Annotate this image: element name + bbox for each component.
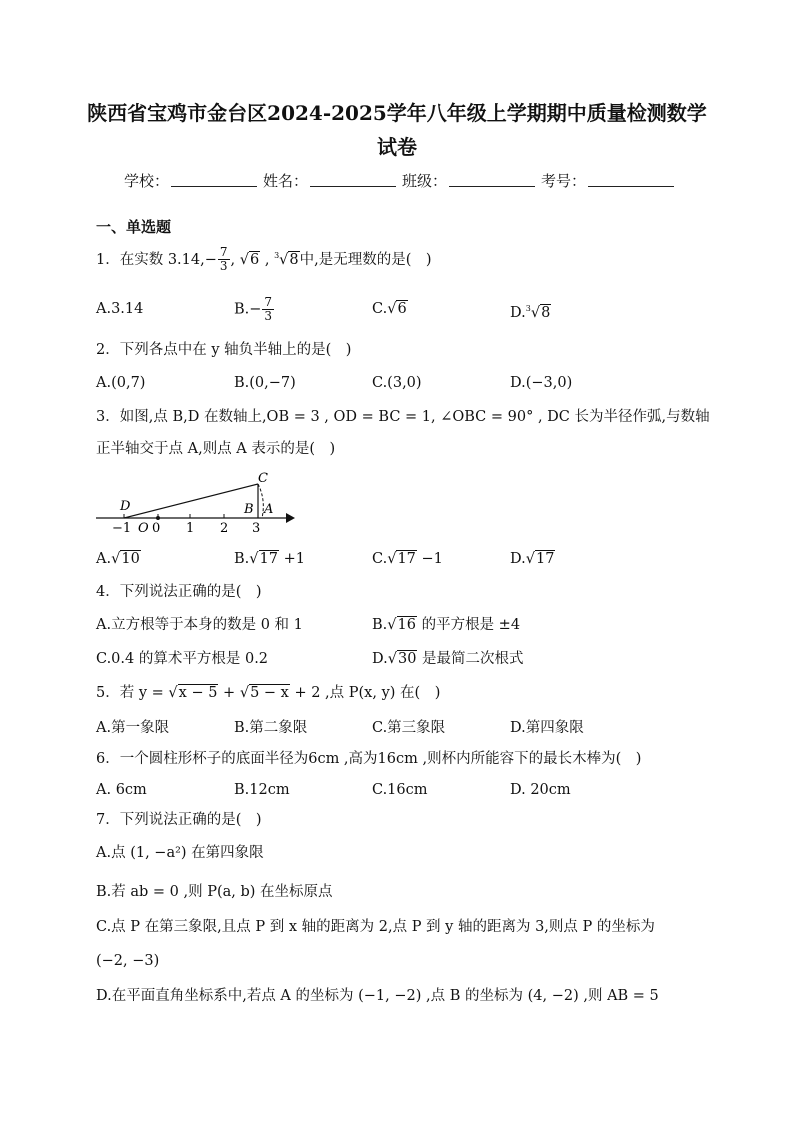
label-o: O — [138, 521, 149, 536]
q6-option-d[interactable]: D. 20cm — [510, 782, 571, 798]
label-d: D — [120, 499, 131, 514]
q6-option-a[interactable]: A. 6cm — [96, 782, 147, 798]
q1-option-d[interactable]: D.$^3$√8 — [510, 304, 551, 321]
q1-fraction: $\frac{7}{3}$ — [219, 245, 228, 274]
q6-option-c[interactable]: C.16cm — [372, 782, 428, 798]
section-heading: 一、单选题 — [96, 218, 172, 236]
q4-option-b[interactable]: B.√16 的平方根是 ±4 — [372, 617, 521, 633]
student-info-row — [124, 170, 680, 191]
q1-stem: 1．在实数 3.14,− $\frac{7}{3}$ , √6 , $^3$√8中,是无理数的是( ) — [96, 245, 432, 274]
number-blank[interactable] — [588, 170, 674, 187]
q5-option-c[interactable]: C.第三象限 — [372, 720, 446, 736]
q5-option-a[interactable]: A.第一象限 — [96, 720, 170, 736]
q6-option-b[interactable]: B.12cm — [234, 782, 290, 798]
q2-option-b[interactable]: B.(0,−7) — [234, 375, 296, 391]
q4-option-c[interactable]: C.0.4 的算术平方根是 0.2 — [96, 651, 269, 667]
arc-ca — [258, 484, 263, 518]
school-blank[interactable] — [171, 170, 257, 187]
axis-arrow — [286, 513, 295, 523]
q5-option-d[interactable]: D.第四象限 — [510, 720, 584, 736]
number-label: 考号： — [541, 172, 587, 190]
tick-label-neg1: −1 — [112, 521, 132, 536]
class-blank[interactable] — [449, 170, 535, 187]
exam-title-line2: 试卷 — [377, 135, 417, 159]
q3-option-d[interactable]: D.√17 — [510, 551, 555, 567]
q3-stem-line1: 3．如图,点 B,D 在数轴上,OB = 3 , OD = BC = 1, ∠OBC = 90° , DC 长为半径作弧,与数轴 — [96, 409, 710, 425]
tick-label-0: 0 — [152, 521, 161, 536]
tick-label-3: 3 — [252, 521, 261, 536]
q2-option-d[interactable]: D.(−3,0) — [510, 375, 573, 391]
school-label: 学校： — [124, 172, 170, 190]
q1-option-a[interactable]: A.3.14 — [96, 301, 144, 317]
point-o — [156, 516, 160, 520]
q1-option-c[interactable]: C.√6 — [372, 301, 407, 317]
q2-option-a[interactable]: A.(0,7) — [96, 375, 146, 391]
tick-label-2: 2 — [220, 521, 229, 536]
q1-stem-b: 中,是无理数的是( ) — [299, 251, 432, 268]
q5-option-b[interactable]: B.第二象限 — [234, 720, 308, 736]
exam-title-line1: 陕西省宝鸡市金台区2024-2025学年八年级上学期期中质量检测数学 — [87, 101, 707, 125]
label-b: B — [244, 502, 254, 517]
q1-option-b[interactable]: B.− $\frac{7}{3}$ — [234, 295, 273, 323]
q3-number-line-figure — [90, 468, 300, 536]
label-c: C — [258, 471, 268, 486]
q3-option-c[interactable]: C.√17 −1 — [372, 551, 443, 567]
q7-option-a[interactable]: A.点 (1, −a²) 在第四象限 — [96, 845, 264, 861]
q4-option-a[interactable]: A.立方根等于本身的数是 0 和 1 — [96, 617, 303, 633]
hypotenuse-dc — [124, 484, 258, 518]
q7-option-c-line2[interactable]: (−2, −3) — [96, 953, 160, 969]
q3-option-b[interactable]: B.√17 +1 — [234, 551, 305, 567]
q1-stem-a: 1．在实数 3.14, — [96, 251, 205, 268]
q6-stem: 6．一个圆柱形杯子的底面半径为6cm ,高为16cm ,则杯内所能容下的最长木棒为( ) — [96, 751, 642, 767]
q4-option-d[interactable]: D.√30 是最简二次根式 — [372, 651, 524, 667]
q3-option-a[interactable]: A.√10 — [96, 551, 140, 567]
name-label: 姓名： — [263, 172, 309, 190]
tick-label-1: 1 — [186, 521, 195, 536]
q2-stem: 2．下列各点中在 y 轴负半轴上的是( ) — [96, 342, 352, 358]
q7-option-c-line1[interactable]: C.点 P 在第三象限,且点 P 到 x 轴的距离为 2,点 P 到 y 轴的距离为 3,则点 P 的坐标为 — [96, 919, 655, 935]
q2-option-c[interactable]: C.(3,0) — [372, 375, 422, 391]
label-a: A — [264, 502, 274, 517]
q7-stem: 7．下列说法正确的是( ) — [96, 812, 262, 828]
q5-stem: 5．若 y = √x − 5 + √5 − x + 2 ,点 P(x, y) 在( ) — [96, 685, 441, 701]
q1-cbrt8: $^3$√8 — [274, 251, 299, 268]
q7-option-b[interactable]: B.若 ab = 0 ,则 P(a, b) 在坐标原点 — [96, 884, 333, 900]
q3-stem-line2: 正半轴交于点 A,则点 A 表示的是( ) — [96, 441, 336, 457]
name-blank[interactable] — [310, 170, 396, 187]
class-label: 班级： — [402, 172, 448, 190]
q4-stem: 4．下列说法正确的是( ) — [96, 584, 262, 600]
q1-sqrt6: √6 — [239, 251, 260, 268]
q7-option-d[interactable]: D.在平面直角坐标系中,若点 A 的坐标为 (−1, −2) ,点 B 的坐标为 (4, −2) ,则 AB = 5 — [96, 988, 659, 1004]
